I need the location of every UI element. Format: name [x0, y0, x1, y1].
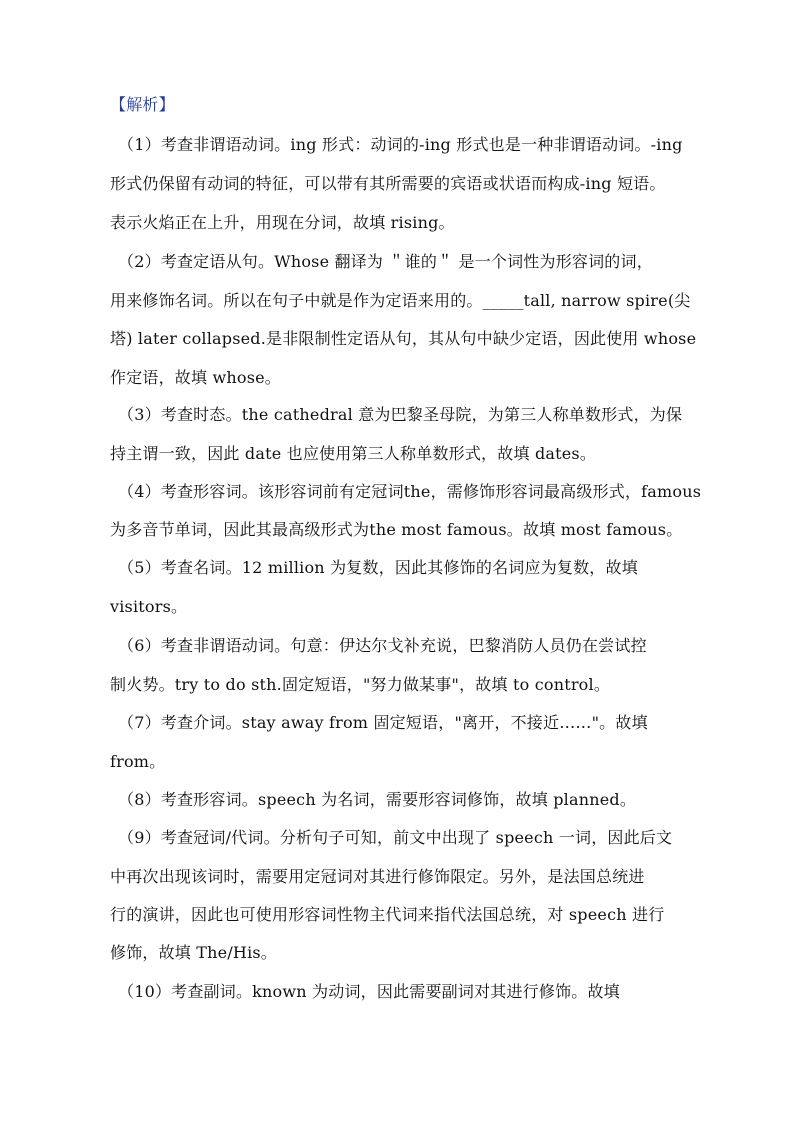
explanation-line: （9）考查冠词/代词。分析句子可知，前文中出现了 speech 一词，因此后文: [118, 828, 673, 847]
explanation-line: （3）考查时态。the cathedral 意为巴黎圣母院，为第三人称单数形式，为保: [118, 405, 683, 424]
explanation-line: 为多音节单词，因此其最高级形式为the most famous。故填 most famous。: [110, 520, 683, 539]
explanation-line: （4）考查形容词。该形容词前有定冠词the，需修饰形容词最高级形式，famous: [118, 482, 702, 501]
section-heading: 【解析】: [110, 95, 175, 114]
explanation-line: （7）考查介词。stay away from 固定短语，"离开，不接近……"。故填: [118, 713, 648, 732]
explanation-line: from。: [110, 752, 166, 771]
explanation-line: 作定语，故填 whose。: [110, 368, 281, 387]
explanation-line: 表示火焰正在上升，用现在分词，故填 rising。: [110, 213, 455, 232]
explanation-line: visitors。: [110, 597, 188, 616]
explanation-line: 形式仍保留有动词的特征，可以带有其所需要的宾语或状语而构成-ing 短语。: [110, 174, 666, 193]
explanation-line: （6）考查非谓语动词。句意：伊达尔戈补充说，巴黎消防人员仍在尝试控: [118, 636, 647, 655]
explanation-line: 修饰，故填 The/His。: [110, 943, 278, 962]
explanation-line: 塔) later collapsed.是非限制性定语从句，其从句中缺少定语，因此使用 whose: [110, 329, 697, 348]
explanation-line: （8）考查形容词。speech 为名词，需要形容词修饰，故填 planned。: [118, 790, 637, 809]
explanation-line: 制火势。try to do sth.固定短语，"努力做某事"，故填 to control。: [110, 675, 611, 694]
explanation-line: （10）考查副词。known 为动词，因此需要副词对其进行修饰。故填: [118, 982, 620, 1001]
explanation-line: （1）考查非谓语动词。ing 形式：动词的-ing 形式也是一种非谓语动词。-ing: [118, 135, 683, 154]
explanation-line: （5）考查名词。12 million 为复数，因此其修饰的名词应为复数，故填: [118, 558, 638, 577]
explanation-line: 行的演讲，因此也可使用形容词性物主代词来指代法国总统，对 speech 进行: [110, 905, 665, 924]
explanation-line: 用来修饰名词。所以在句子中就是作为定语来用的。_____tall, narrow spire(尖: [110, 291, 691, 310]
explanation-line: （2）考查定语从句。Whose 翻译为 ＂谁的＂ 是一个词性为形容词的词，: [118, 252, 653, 271]
explanation-line: 持主谓一致，因此 date 也应使用第三人称单数形式，故填 dates。: [110, 444, 597, 463]
explanation-line: 中再次出现该词时，需要用定冠词对其进行修饰限定。另外，是法国总统进: [110, 867, 645, 886]
